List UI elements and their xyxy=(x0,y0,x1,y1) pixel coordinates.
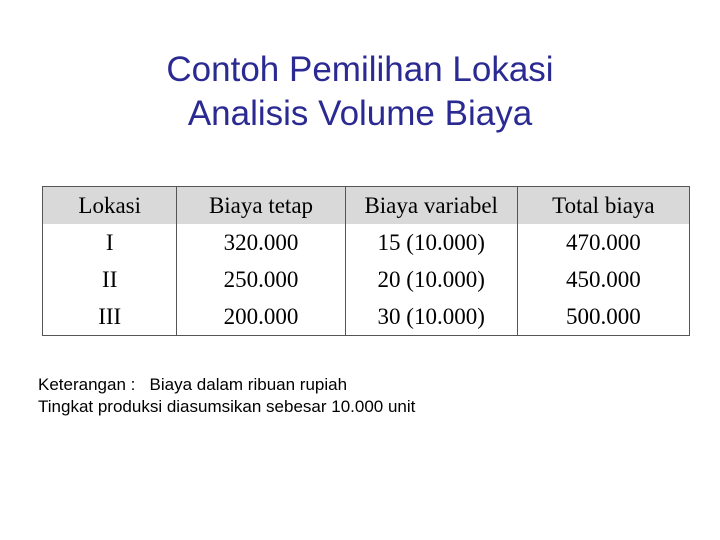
cell-biaya-tetap: 320.000 xyxy=(177,224,345,261)
cell-total-biaya: 500.000 xyxy=(517,298,689,336)
header-total-biaya: Total biaya xyxy=(517,187,689,225)
cell-biaya-variabel: 15 (10.000) xyxy=(345,224,517,261)
cell-biaya-variabel: 30 (10.000) xyxy=(345,298,517,336)
cell-lokasi: II xyxy=(43,261,177,298)
title-line-1: Contoh Pemilihan Lokasi xyxy=(166,50,554,89)
header-biaya-variabel: Biaya variabel xyxy=(345,187,517,225)
cell-lokasi: III xyxy=(43,298,177,336)
table-row xyxy=(43,224,690,261)
cell-biaya-tetap: 250.000 xyxy=(177,261,345,298)
header-lokasi: Lokasi xyxy=(43,187,177,225)
cost-table xyxy=(42,186,690,336)
cell-total-biaya: 470.000 xyxy=(517,224,689,261)
notes-line-1 xyxy=(38,374,415,396)
table-row xyxy=(43,261,690,298)
table-header-row xyxy=(43,187,690,225)
cell-lokasi: I xyxy=(43,224,177,261)
cell-total-biaya: 450.000 xyxy=(517,261,689,298)
notes-label: Keterangan : xyxy=(38,375,136,394)
notes-text: Biaya dalam ribuan rupiah xyxy=(149,375,348,394)
table-row xyxy=(43,298,690,336)
slide-title xyxy=(0,48,720,136)
cell-biaya-variabel: 20 (10.000) xyxy=(345,261,517,298)
header-biaya-tetap: Biaya tetap xyxy=(177,187,345,225)
cell-biaya-tetap: 200.000 xyxy=(177,298,345,336)
title-line-2: Analisis Volume Biaya xyxy=(187,94,533,133)
notes-line-2: Tingkat produksi diasumsikan sebesar 10.000 unit xyxy=(38,397,416,416)
notes xyxy=(38,374,415,418)
